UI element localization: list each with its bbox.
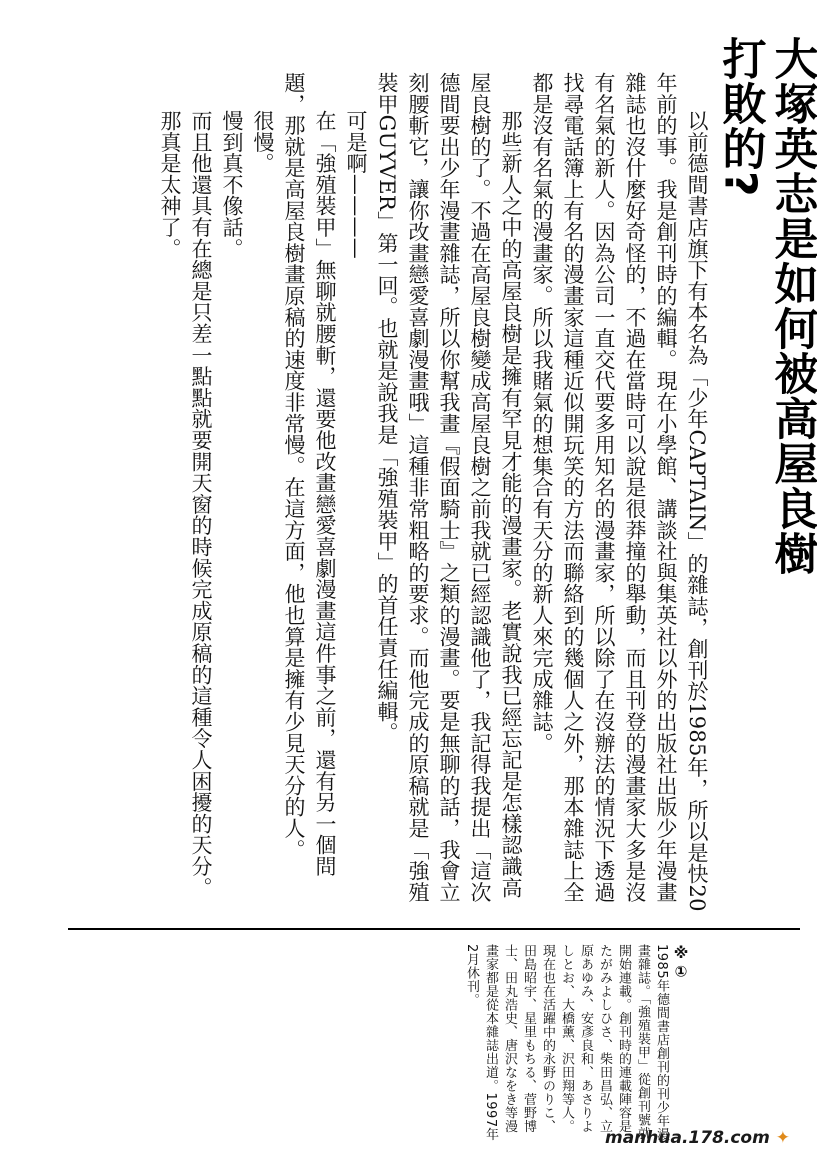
paragraph: 可是啊———— [344, 109, 368, 259]
watermark [605, 1128, 790, 1148]
paragraph: 而且他還具有在總是只差一點點就要開天窗的時候完成原稿的這種令人困擾的天分。 [189, 109, 213, 898]
watermark-text: manhua.178.com [604, 1128, 770, 1148]
footnote-divider [68, 928, 800, 930]
paragraph: 以前德間書店旗下有本名為「少年CAPTAIN」的雜誌，創刊於1985年，所以是快20年前的事。我是創刊時的編輯。現在小學館、講談社與集英社以外的出版社出版少年漫畫雜誌也沒什麼好奇怪的，不過在當時可以說是很莽撞的舉動，而且刊登的漫畫家大多是沒有名氣的新人。因為公司一直交代要多用知名的漫畫家，所以除了在沒辦法的情況下透過找尋電話簿上有名的漫畫家這種近似開玩笑的方法而聯絡到的幾個人之外，那本雜誌上全都是沒有名氣的漫畫家。所以我賭氣的想集合有天分的新人來完成雜誌。 [530, 72, 709, 912]
star-icon: ✦ [775, 1128, 790, 1148]
body-text [62, 72, 712, 912]
paragraph: 很慢。 [251, 109, 275, 174]
paragraph: 慢到真不像話。 [220, 109, 244, 259]
footnote [400, 944, 690, 1144]
paragraph: 那真是太神了。 [158, 109, 182, 259]
footnote-mark: ※① [672, 944, 690, 981]
paragraph: 那些新人之中的高屋良樹是擁有罕見才能的漫畫家。老實說我已經忘記是怎樣認識高屋良樹的了。不過在高屋良樹變成高屋良樹之前我就已經認識他了，我記得我提出「這次德間要出少年漫畫雜誌，所以你幫我畫『假面騎士』之類的漫畫。要是無聊的話，我會立刻腰斬它，讓你改畫戀愛喜劇漫畫哦」這種非常粗略的要求。而他完成的原稿就是「強殖裝甲GUYVER」第一回。也就是說我是「強殖裝甲」的首任責任編輯。 [375, 72, 523, 903]
page-title: 大塚英志是如何被高屋良樹打敗的? [714, 36, 817, 576]
footnote-text: 1985年德間書店創刊的刊少年漫畫雜誌。「強殖裝甲」從創刊號就開始連載。創刊時的連載陣容是たがみよしひさ、柴田昌弘、立原あゆみ、安彥良和、あさりよしとお、大橋薰、沢田翔等人。現在也在活躍中的永野のりこ、田島昭宇、星里もちる、菅野博士、田丸浩史、唐沢なをき等漫畫家都是從本雜誌出道。1997年2月休刊。 [464, 944, 669, 1142]
paragraph: 在「強殖裝甲」無聊就腰斬，還要他改畫戀愛喜劇漫畫這件事之前，還有另一個問題，那就是高屋良樹畫原稿的速度非常慢。在這方面，他也算是擁有少見天分的人。 [282, 72, 337, 877]
